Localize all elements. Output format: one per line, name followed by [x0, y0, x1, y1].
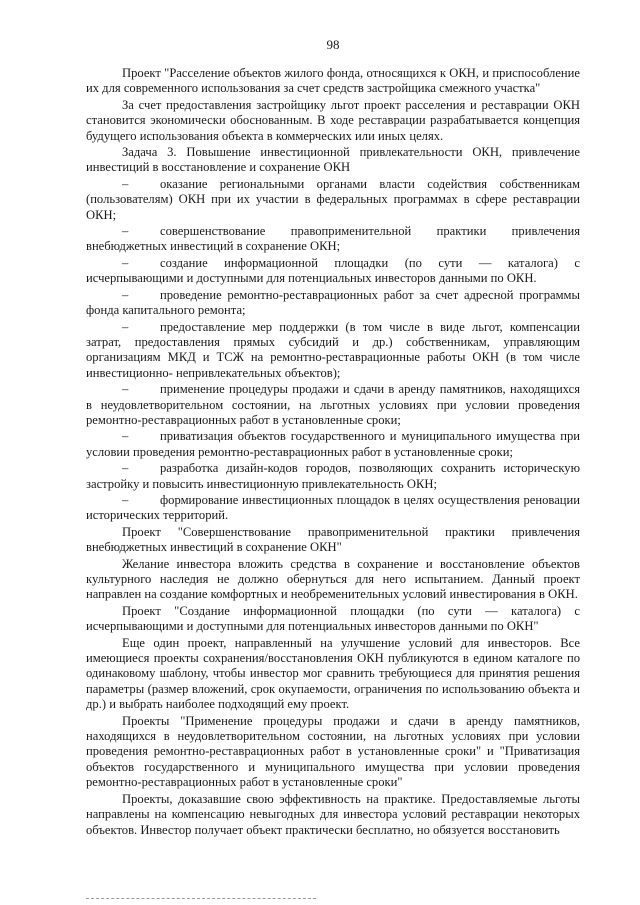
dash-marker: – — [122, 461, 129, 476]
list-item — [86, 256, 580, 287]
paragraph-task-3: Задача 3. Повышение инвестиционной привлекательности ОКН, привлечение инвестиций в восстановление и сохранение ОКН — [86, 145, 580, 175]
list-item-text: приватизация объектов государственного и муниципального имущества при условии проведения ремонтно-реставрационных работ в установленные сроки; — [86, 429, 580, 459]
list-item-text: создание информационной площадки (по сути — каталога) с исчерпывающими и доступными для потенциальных инвесторов данными по ОКН. — [86, 255, 580, 286]
list-item-text: применение процедуры продажи и сдачи в аренду памятников, находящихся в неудовлетворительном состоянии, на льготных условиях при условии проведения ремонтно-реставрационных работ в установленные сроки; — [86, 382, 580, 427]
dash-marker: – — [122, 492, 129, 507]
list-item — [86, 288, 580, 319]
document-body — [86, 66, 580, 838]
paragraph-project-catalog-title: Проект "Создание информационной площадки (по сути — каталога) с исчерпывающими и доступными для потенциальных инвесторов данными по ОКН" — [86, 603, 580, 634]
list-item-text: формирование инвестиционных площадок в целях осуществления реновации исторических территорий. — [86, 492, 580, 523]
list-item — [86, 382, 580, 428]
dash-marker: – — [122, 255, 129, 270]
page-number: 98 — [326, 37, 340, 52]
paragraph-proven-projects: Проекты, доказавшие свою эффективность на практике. Предоставляемые льготы направлены на компенсацию невыгодных для инвестора условий реставрации некоторых объектов. Инвестор получает объект практически бесплатно, но обязуется восстановить — [86, 791, 580, 837]
list-item-text: проведение ремонтно-реставрационных работ за счет адресной программы фонда капитального ремонта; — [86, 287, 580, 318]
list-item-text: предоставление мер поддержки (в том числе в виде льгот, компенсации затрат, предоставления прямых субсидий и др.) собственникам, управляющим организациям МКД и ТСЖ на ремонтно-реставрационные работы ОКН (в том числе инвестиционно- непривлекательных объектов); — [86, 319, 580, 380]
paragraph-projects-sale-privatization-title: Проекты "Применение процедуры продажи и сдачи в аренду памятников, находящихся в неудовлетворительном состоянии, на льготных условиях при условии проведения ремонтно-реставрационных работ в установленные сроки" и "Приватизация объектов государственного и муниципального имущества при условии проведения ремонтно-реставрационных работ в установленные сроки" — [86, 713, 580, 790]
paragraph-catalog-description: Еще один проект, направленный на улучшение условий для инвесторов. Все имеющиеся проекты сохранения/восстановления ОКН публикуются в едином каталоге по одинаковому шаблону, чтобы инвестор мог сравнить требующиеся для принятия решения параметры (размер вложений, срок окупаемости, ограничения по использованию объекта и др.) и выбрать наиболее подходящий ему проект. — [86, 635, 580, 712]
dash-marker: – — [122, 176, 129, 191]
document-page — [86, 0, 580, 905]
paragraph-project-resettlement-title: Проект "Расселение объектов жилого фонда, относящихся к ОКН, и приспособление их для современного использования за счет средств застройщика смежного участка" — [86, 66, 580, 96]
paragraph-developer-benefits: За счет предоставления застройщику льгот проект расселения и реставрации ОКН становится экономически обоснованным. В ходе реставрации разрабатывается концепция будущего использования объекта в коммерческих или иных целях. — [86, 97, 580, 143]
paragraph-project-law-practice-title: Проект "Совершенствование правоприменительной практики привлечения внебюджетных инвестиций в сохранение ОКН" — [86, 524, 580, 555]
dash-marker: – — [122, 429, 129, 444]
list-item-text: разработка дизайн-кодов городов, позволяющих сохранить историческую застройку и повысить инвестиционную привлекательность ОКН; — [86, 461, 580, 491]
list-item — [86, 461, 580, 492]
list-item-text: оказание региональными органами власти содействия собственникам (пользователям) ОКН при их участии в федеральных программах в сфере реставрации ОКН; — [86, 176, 580, 222]
list-item-text: совершенствование правоприменительной практики привлечения внебюджетных инвестиций в сохранение ОКН; — [86, 224, 580, 254]
paragraph-investor-comfort: Желание инвестора вложить средства в сохранение и восстановление объектов культурного наследия не должно обернуться для него испытанием. Данный проект направлен на создание комфортных и необременительных условий инвестирования в ОКН. — [86, 556, 580, 602]
list-item — [86, 320, 580, 382]
dash-marker: – — [122, 287, 129, 302]
dash-marker: – — [122, 319, 129, 334]
list-item — [86, 177, 580, 223]
scan-artifact-rule — [86, 898, 316, 900]
dash-marker: – — [122, 224, 129, 239]
dash-marker: – — [122, 382, 129, 397]
list-item — [86, 493, 580, 524]
list-item — [86, 224, 580, 255]
list-item — [86, 429, 580, 460]
